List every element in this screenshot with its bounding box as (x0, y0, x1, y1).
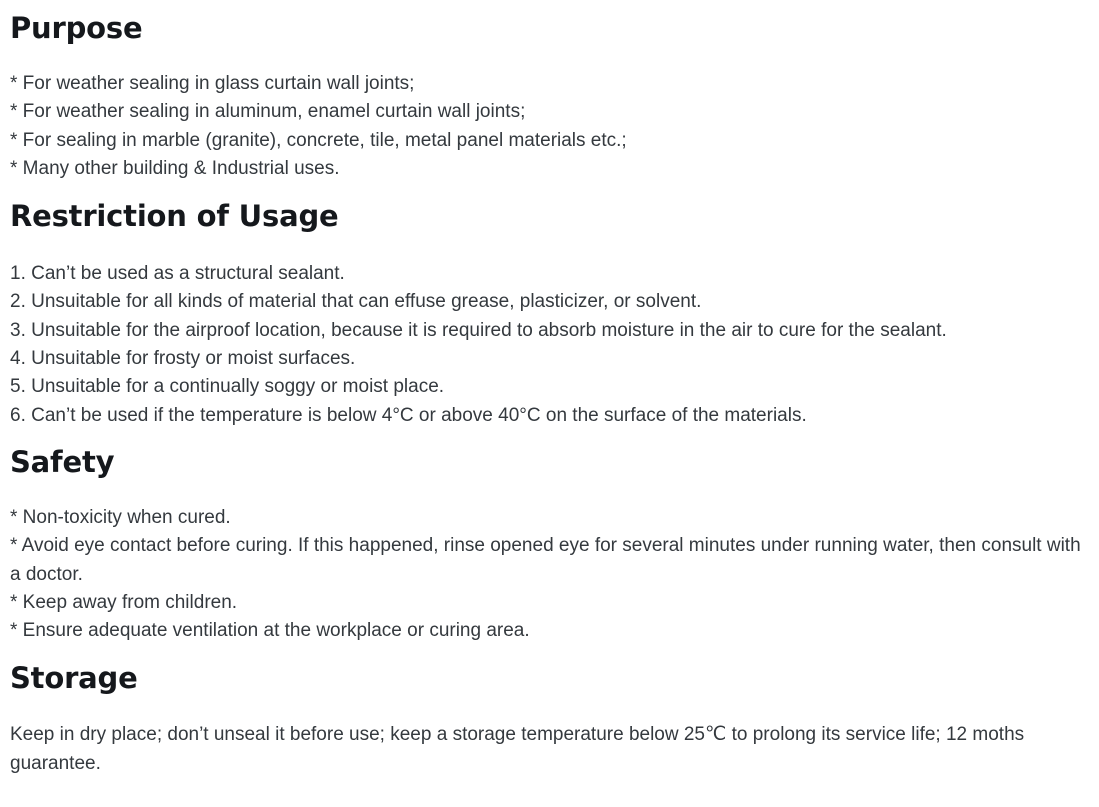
safety-list (10, 504, 1095, 645)
storage-heading: Storage (10, 661, 138, 696)
safety-item: * Ensure adequate ventilation at the workplace or curing area. (10, 620, 530, 642)
restriction-item: 2. Unsuitable for all kinds of material that can effuse grease, plasticizer, or solvent. (10, 291, 702, 313)
safety-item: * Avoid eye contact before curing. If this happened, rinse opened eye for several minutes under running water, then consult with a doctor. (10, 535, 1081, 585)
product-info-content (10, 0, 1095, 778)
restriction-item: 4. Unsuitable for frosty or moist surfaces. (10, 348, 356, 370)
safety-item: * Non-toxicity when cured. (10, 506, 231, 528)
purpose-section (10, 10, 1095, 183)
restriction-section (10, 198, 1095, 430)
storage-text (10, 721, 1095, 778)
restriction-item: 3. Unsuitable for the airproof location, because it is required to absorb moisture in the air to cure for the sealant. (10, 319, 947, 341)
safety-section (10, 444, 1095, 645)
safety-item: * Keep away from children. (10, 591, 238, 613)
purpose-list (10, 70, 1095, 183)
restriction-item: 6. Can’t be used if the temperature is below 4°C or above 40°C on the surface of the materials. (10, 404, 807, 426)
storage-line: Keep in dry place; don’t unseal it before use; keep a storage temperature below 25℃ to prolong its service life; 12 moths guarantee. (10, 724, 1025, 774)
restriction-item: 1. Can’t be used as a structural sealant. (10, 263, 345, 285)
purpose-item: * For weather sealing in aluminum, enamel curtain wall joints; (10, 101, 526, 123)
purpose-item: * Many other building & Industrial uses. (10, 157, 340, 179)
storage-section (10, 660, 1095, 778)
purpose-item: * For weather sealing in glass curtain wall joints; (10, 73, 415, 94)
safety-heading: Safety (10, 444, 115, 479)
restriction-item: 5. Unsuitable for a continually soggy or moist place. (10, 376, 445, 398)
restriction-list (10, 260, 1095, 430)
purpose-heading: Purpose (10, 11, 143, 45)
restriction-heading: Restriction of Usage (10, 199, 339, 234)
purpose-item: * For sealing in marble (granite), concrete, tile, metal panel materials etc.; (10, 129, 627, 151)
